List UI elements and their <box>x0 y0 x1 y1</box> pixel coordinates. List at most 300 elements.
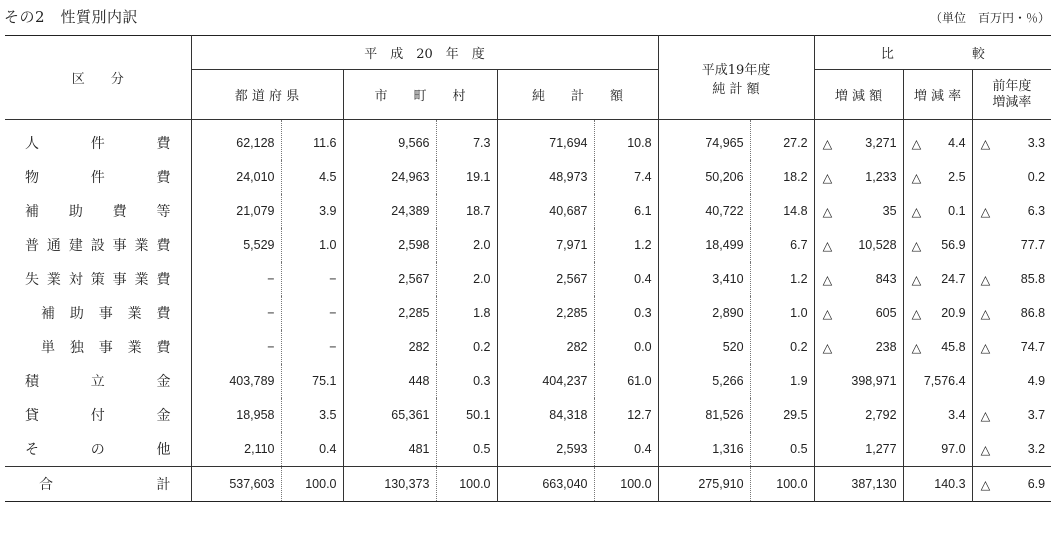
cell-pref <box>191 160 281 194</box>
header-fy19 <box>658 36 814 120</box>
row-label-char: そ <box>25 442 39 458</box>
negative-triangle-icon: △ <box>980 477 991 492</box>
row-label-char: 積 <box>25 374 39 390</box>
row-label-char: 費 <box>156 340 171 356</box>
cell-diff <box>814 194 903 228</box>
row-label-char: 補 <box>41 306 55 322</box>
cell-net <box>497 330 594 364</box>
cell-value: 0.4 <box>319 442 337 456</box>
negative-triangle-icon: △ <box>980 306 991 321</box>
cell-fy19-pct <box>750 398 814 432</box>
cell-muni-pct <box>436 432 497 467</box>
row-label-char: 費 <box>156 238 171 254</box>
cell-muni-pct <box>436 194 497 228</box>
cell-prev <box>972 160 1051 194</box>
row-label-char: 件 <box>90 170 105 186</box>
cell-net <box>497 194 594 228</box>
cell-value: 3.3 <box>1027 135 1046 150</box>
cell-muni <box>343 262 436 296</box>
cell-value: 140.3 <box>934 477 966 491</box>
cell-muni <box>343 364 436 398</box>
cell-value: 2,567 <box>398 272 430 286</box>
cell-pref-pct <box>281 194 343 228</box>
row-label <box>5 262 191 296</box>
cell-muni-pct <box>436 120 497 161</box>
cell-value: 5,266 <box>712 374 744 388</box>
cell-value: 5,529 <box>243 238 275 252</box>
cell-value: − <box>267 340 275 354</box>
cell-value: − <box>329 306 337 320</box>
row-label-char: 件 <box>90 136 105 152</box>
row-label <box>5 194 191 228</box>
row-label-char: 策 <box>90 272 105 288</box>
cell-rate <box>903 120 972 161</box>
cell-pref-pct <box>281 160 343 194</box>
cell-pref-pct <box>281 262 343 296</box>
cell-prev <box>972 330 1051 364</box>
cell-value: 2,890 <box>712 306 744 320</box>
cell-value: 0.4 <box>634 442 652 456</box>
cell-value: 75.1 <box>312 374 337 388</box>
cell-pref <box>191 330 281 364</box>
cell-value: 3,410 <box>712 272 744 286</box>
cell-prev <box>972 364 1051 398</box>
cell-value: 48,973 <box>549 170 588 184</box>
cell-fy19 <box>658 296 750 330</box>
cell-diff <box>814 262 903 296</box>
cell-net-pct <box>594 467 658 502</box>
row-label-char: 物 <box>25 170 39 186</box>
row-label-char: 事 <box>112 238 127 254</box>
cell-value: 3.7 <box>1027 407 1046 422</box>
negative-triangle-icon: △ <box>911 238 922 253</box>
cell-value: 537,603 <box>229 477 275 491</box>
row-label-char: 金 <box>156 374 171 390</box>
row-label-char: 建 <box>68 238 83 254</box>
header-rate: 増 減 率 <box>903 70 972 120</box>
cell-value: 40,687 <box>549 204 588 218</box>
cell-fy19-pct <box>750 160 814 194</box>
cell-value: 1.2 <box>790 272 808 286</box>
cell-value: 0.5 <box>790 442 808 456</box>
negative-triangle-icon: △ <box>911 340 922 355</box>
row-label-char: 事 <box>98 340 113 356</box>
table-row <box>5 194 1051 228</box>
header-muni: 市 町 村 <box>343 70 497 120</box>
cell-diff <box>814 120 903 161</box>
cell-rate <box>903 432 972 467</box>
cell-value: 275,910 <box>698 477 744 491</box>
row-label <box>5 364 191 398</box>
row-label-char: 事 <box>98 306 113 322</box>
cell-value: 24,010 <box>236 170 275 184</box>
cell-value: − <box>329 340 337 354</box>
cell-value: 4.4 <box>948 135 966 150</box>
expenditure-table <box>5 35 1051 502</box>
row-label-char: 貸 <box>25 408 39 424</box>
cell-value: 74.7 <box>1020 339 1046 354</box>
row-label-char: 失 <box>25 272 39 288</box>
cell-pref <box>191 364 281 398</box>
cell-prev <box>972 194 1051 228</box>
cell-net <box>497 120 594 161</box>
cell-prev <box>972 398 1051 432</box>
cell-value: 6.9 <box>1027 476 1046 491</box>
cell-fy19 <box>658 228 750 262</box>
cell-fy19 <box>658 432 750 467</box>
cell-value: 0.3 <box>634 306 652 320</box>
cell-pref <box>191 194 281 228</box>
cell-net <box>497 398 594 432</box>
cell-rate <box>903 194 972 228</box>
cell-value: 84,318 <box>549 408 588 422</box>
cell-value: 0.3 <box>473 374 491 388</box>
cell-pref-pct <box>281 467 343 502</box>
cell-value: 404,237 <box>542 374 588 388</box>
cell-value: 398,971 <box>851 374 897 388</box>
row-label <box>5 432 191 467</box>
table-row <box>5 262 1051 296</box>
cell-pref <box>191 262 281 296</box>
cell-value: 2,285 <box>398 306 430 320</box>
cell-value: 20.9 <box>941 305 966 320</box>
cell-value: 4.9 <box>1027 374 1046 388</box>
cell-value: 100.0 <box>776 477 808 491</box>
cell-value: 403,789 <box>229 374 275 388</box>
cell-muni <box>343 296 436 330</box>
row-label-char: 業 <box>127 306 142 322</box>
cell-fy19-pct <box>750 432 814 467</box>
cell-net-pct <box>594 398 658 432</box>
negative-triangle-icon: △ <box>822 204 833 219</box>
row-label-char: 補 <box>25 204 39 220</box>
cell-value: 11.6 <box>313 136 337 150</box>
cell-value: 130,373 <box>384 477 430 491</box>
cell-muni <box>343 467 436 502</box>
row-label <box>5 120 191 161</box>
cell-value: 0.1 <box>948 203 966 218</box>
cell-muni-pct <box>436 262 497 296</box>
cell-value: 3.2 <box>1027 441 1046 456</box>
cell-value: 7,576.4 <box>923 374 966 388</box>
cell-value: 0.2 <box>473 340 491 354</box>
row-label-char: 立 <box>90 374 105 390</box>
row-label-char: 単 <box>41 340 55 356</box>
cell-value: 1.2 <box>634 238 652 252</box>
cell-net-pct <box>594 160 658 194</box>
cell-muni-pct <box>436 398 497 432</box>
row-label-char: 他 <box>156 442 171 458</box>
cell-prev <box>972 120 1051 161</box>
cell-value: 35 <box>882 203 897 218</box>
cell-value: 238 <box>875 339 897 354</box>
cell-net-pct <box>594 432 658 467</box>
negative-triangle-icon: △ <box>980 442 991 457</box>
cell-value: 1.8 <box>473 306 491 320</box>
cell-value: 50,206 <box>705 170 744 184</box>
cell-diff <box>814 364 903 398</box>
cell-muni <box>343 398 436 432</box>
cell-muni <box>343 160 436 194</box>
row-label-char: 費 <box>156 170 171 186</box>
cell-prev <box>972 262 1051 296</box>
cell-diff <box>814 330 903 364</box>
cell-value: 1.0 <box>319 238 337 252</box>
cell-value: 19.1 <box>466 170 491 184</box>
table-row <box>5 120 1051 161</box>
cell-value: 12.7 <box>627 408 652 422</box>
cell-value: 282 <box>408 340 430 354</box>
table-row <box>5 296 1051 330</box>
cell-net-pct <box>594 194 658 228</box>
negative-triangle-icon: △ <box>911 306 922 321</box>
cell-value: 18,958 <box>236 408 275 422</box>
cell-value: 2,110 <box>244 442 275 456</box>
cell-value: 663,040 <box>542 477 588 491</box>
cell-rate <box>903 364 972 398</box>
cell-value: 6.1 <box>634 204 652 218</box>
row-label <box>5 296 191 330</box>
cell-rate <box>903 160 972 194</box>
cell-fy19 <box>658 330 750 364</box>
cell-net-pct <box>594 262 658 296</box>
cell-muni-pct <box>436 228 497 262</box>
cell-value: 1,233 <box>865 169 897 184</box>
negative-triangle-icon: △ <box>980 136 991 151</box>
cell-pref-pct <box>281 432 343 467</box>
cell-value: 10,528 <box>858 237 897 252</box>
cell-fy19-pct <box>750 296 814 330</box>
cell-value: 605 <box>875 305 897 320</box>
row-label-char: 費 <box>156 272 171 288</box>
cell-net <box>497 228 594 262</box>
cell-value: − <box>267 272 275 286</box>
cell-diff <box>814 296 903 330</box>
row-label <box>5 330 191 364</box>
cell-value: 2,598 <box>398 238 430 252</box>
cell-pref <box>191 228 281 262</box>
cell-fy19 <box>658 364 750 398</box>
row-label-char: 人 <box>25 136 39 152</box>
row-label-char: 等 <box>156 204 171 220</box>
table-row <box>5 432 1051 467</box>
cell-value: − <box>267 306 275 320</box>
page-title: その2 性質別内訳 <box>4 8 139 26</box>
cell-value: 6.7 <box>790 238 808 252</box>
cell-pref <box>191 432 281 467</box>
cell-value: 3.5 <box>319 408 337 422</box>
cell-value: 100.0 <box>459 477 491 491</box>
cell-value: 71,694 <box>549 136 588 150</box>
cell-prev <box>972 228 1051 262</box>
negative-triangle-icon: △ <box>822 306 833 321</box>
row-label-char: 計 <box>156 477 171 493</box>
cell-muni-pct <box>436 364 497 398</box>
cell-value: 14.8 <box>783 204 808 218</box>
cell-rate <box>903 467 972 502</box>
cell-pref-pct <box>281 364 343 398</box>
cell-pref-pct <box>281 296 343 330</box>
cell-value: 0.4 <box>634 272 652 286</box>
row-label-char: 業 <box>46 272 61 288</box>
row-label-char: 金 <box>156 408 171 424</box>
cell-fy19 <box>658 262 750 296</box>
row-label-char: 対 <box>68 272 83 288</box>
cell-muni-pct <box>436 296 497 330</box>
header-fy20: 平 成 20 年 度 <box>191 36 658 70</box>
cell-value: 2,285 <box>556 306 588 320</box>
cell-net-pct <box>594 228 658 262</box>
cell-net <box>497 364 594 398</box>
row-label <box>5 398 191 432</box>
cell-value: 100.0 <box>305 477 337 491</box>
header-prev-line2: 増減率 <box>992 94 1032 110</box>
cell-value: 24,389 <box>391 204 430 218</box>
cell-value: 74,965 <box>705 136 744 150</box>
cell-prev <box>972 296 1051 330</box>
header-prev <box>972 70 1051 120</box>
row-label-char: 普 <box>25 238 39 254</box>
header-prev-line1: 前年度 <box>992 78 1032 94</box>
row-label-char: 業 <box>127 340 142 356</box>
table-body <box>5 120 1051 502</box>
cell-value: 387,130 <box>851 477 897 491</box>
cell-diff <box>814 467 903 502</box>
cell-fy19-pct <box>750 330 814 364</box>
cell-value: 1,316 <box>712 442 744 456</box>
cell-fy19 <box>658 160 750 194</box>
negative-triangle-icon: △ <box>911 170 922 185</box>
table-row <box>5 228 1051 262</box>
header-fy19-line1: 平成19年度 <box>701 62 771 78</box>
cell-value: 1.9 <box>790 374 808 388</box>
cell-value: − <box>329 272 337 286</box>
cell-value: 85.8 <box>1020 271 1046 286</box>
negative-triangle-icon: △ <box>980 204 991 219</box>
table-row <box>5 364 1051 398</box>
cell-muni-pct <box>436 160 497 194</box>
cell-net-pct <box>594 120 658 161</box>
cell-value: 18,499 <box>705 238 744 252</box>
cell-value: 18.7 <box>466 204 491 218</box>
cell-fy19 <box>658 398 750 432</box>
cell-value: 0.2 <box>1027 170 1046 184</box>
negative-triangle-icon: △ <box>822 170 833 185</box>
cell-rate <box>903 330 972 364</box>
cell-value: 0.5 <box>473 442 491 456</box>
cell-net <box>497 432 594 467</box>
cell-diff <box>814 228 903 262</box>
cell-net <box>497 467 594 502</box>
cell-net <box>497 262 594 296</box>
negative-triangle-icon: △ <box>980 408 991 423</box>
cell-value: 45.8 <box>941 339 966 354</box>
cell-pref <box>191 467 281 502</box>
cell-value: 81,526 <box>705 408 744 422</box>
cell-value: 6.3 <box>1027 203 1046 218</box>
cell-fy19 <box>658 467 750 502</box>
cell-pref-pct <box>281 228 343 262</box>
cell-value: 10.8 <box>627 136 652 150</box>
cell-value: 520 <box>722 340 744 354</box>
cell-value: 18.2 <box>783 170 808 184</box>
cell-value: 27.2 <box>783 136 808 150</box>
cell-value: 282 <box>566 340 588 354</box>
cell-pref-pct <box>281 398 343 432</box>
row-label-char: 独 <box>69 340 84 356</box>
row-label <box>5 467 191 502</box>
cell-net-pct <box>594 296 658 330</box>
cell-value: 3.9 <box>319 204 337 218</box>
cell-net <box>497 296 594 330</box>
cell-fy19 <box>658 194 750 228</box>
header-category: 区 分 <box>5 36 191 120</box>
cell-fy19-pct <box>750 262 814 296</box>
header-pref: 都 道 府 県 <box>191 70 343 120</box>
cell-value: 2,792 <box>865 408 897 422</box>
row-label-char: 費 <box>156 136 171 152</box>
cell-value: 40,722 <box>705 204 744 218</box>
cell-diff <box>814 398 903 432</box>
cell-value: 3,271 <box>865 135 897 150</box>
row-label-char: 助 <box>69 306 84 322</box>
negative-triangle-icon: △ <box>822 136 833 151</box>
cell-value: 4.5 <box>319 170 337 184</box>
negative-triangle-icon: △ <box>911 204 922 219</box>
negative-triangle-icon: △ <box>980 340 991 355</box>
cell-value: 2.0 <box>473 238 491 252</box>
cell-fy19-pct <box>750 467 814 502</box>
cell-fy19-pct <box>750 194 814 228</box>
cell-value: 77.7 <box>1020 238 1046 252</box>
row-label <box>5 228 191 262</box>
header-compare: 比 較 <box>814 36 1051 70</box>
cell-rate <box>903 262 972 296</box>
cell-muni-pct <box>436 330 497 364</box>
cell-value: 24,963 <box>391 170 430 184</box>
unit-note: （単位 百万円・％） <box>929 11 1050 25</box>
cell-diff <box>814 160 903 194</box>
table-row <box>5 467 1051 502</box>
cell-muni <box>343 194 436 228</box>
cell-value: 7,971 <box>556 238 588 252</box>
row-label-char: 合 <box>39 477 53 493</box>
table-row <box>5 330 1051 364</box>
cell-fy19-pct <box>750 228 814 262</box>
cell-value: 62,128 <box>236 136 275 150</box>
cell-pref-pct <box>281 120 343 161</box>
cell-value: 29.5 <box>783 408 808 422</box>
cell-pref <box>191 296 281 330</box>
negative-triangle-icon: △ <box>822 272 833 287</box>
row-label-char: 通 <box>46 238 61 254</box>
cell-fy19-pct <box>750 364 814 398</box>
cell-value: 7.3 <box>473 136 491 150</box>
cell-net-pct <box>594 364 658 398</box>
negative-triangle-icon: △ <box>822 238 833 253</box>
row-label-char: 付 <box>90 408 105 424</box>
cell-net <box>497 160 594 194</box>
cell-prev <box>972 467 1051 502</box>
cell-value: 24.7 <box>941 271 966 286</box>
cell-value: 1.0 <box>790 306 808 320</box>
cell-value: 2.5 <box>948 169 966 184</box>
cell-value: 50.1 <box>466 408 491 422</box>
row-label-char: 設 <box>90 238 105 254</box>
table-row <box>5 398 1051 432</box>
cell-pref-pct <box>281 330 343 364</box>
cell-rate <box>903 228 972 262</box>
